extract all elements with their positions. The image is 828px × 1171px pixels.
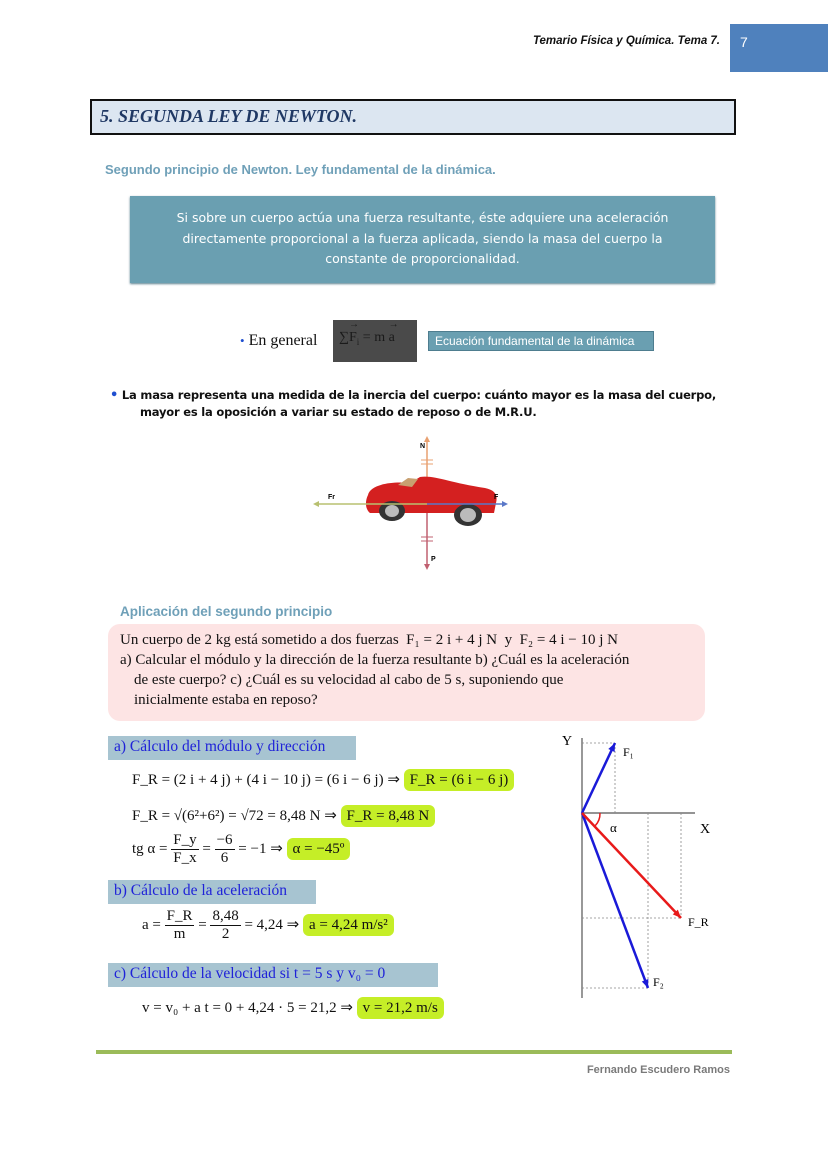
force-vectors xyxy=(582,743,681,988)
page-number: 7 xyxy=(730,24,828,72)
result-resultant-modulus: F_R = 8,48 N xyxy=(341,805,436,827)
bullet-icon: • xyxy=(110,388,119,403)
footer-author: Fernando Escudero Ramos xyxy=(586,1064,730,1076)
force-label: F xyxy=(494,494,499,501)
fr-vector xyxy=(582,813,681,918)
principle-box: Si sobre un cuerpo actúa una fuerza resultante, éste adquiere una aceleración directamente proporcional a la fuerza aplicada, siendo la masa del cuerpo la constante de proporcionalidad. xyxy=(130,196,715,283)
bullet-icon: • xyxy=(240,333,245,348)
result-angle: α = −45º xyxy=(287,838,351,860)
x-axis-label: X xyxy=(700,822,711,837)
angle-label: α xyxy=(610,820,617,835)
solution-a-line3: tg α = $\frac{F\_y}{F\_x}$ = $\frac{-6}{6}$ = −1 ⇒ α = −45º xyxy=(132,832,350,867)
friction-label: Fr xyxy=(328,494,335,501)
solution-c-label: c) Cálculo de la velocidad si t = 5 s y v₀ = 0 xyxy=(108,963,438,987)
section-subtitle: Segundo principio de Newton. Ley fundamental de la dinámica. xyxy=(105,162,496,177)
result-resultant-vector: F_R = (6 i − 6 j) xyxy=(404,769,515,791)
solution-a-label: a) Cálculo del módulo y dirección xyxy=(108,736,356,760)
car-forces-figure xyxy=(310,433,530,573)
problem-line3: de este cuerpo? c) ¿Cuál es su velocidad al cabo de 5 s, suponiendo que xyxy=(134,672,564,688)
mass-note-line2: mayor es la oposición a variar su estado de reposo o de M.R.U. xyxy=(140,405,537,419)
f2-vector xyxy=(582,813,648,988)
formula-index: i xyxy=(356,336,360,347)
sum-symbol: ∑ xyxy=(339,330,349,345)
weight-arrowhead-icon xyxy=(424,564,430,570)
red-car-icon xyxy=(366,477,497,526)
footer-divider xyxy=(96,1050,732,1054)
f2-expression: F₂ = 4 i − 10 j N xyxy=(519,632,619,648)
formula-accel: → a xyxy=(389,330,395,346)
solution-a-line1: F_R = (2 i + 4 j) + (4 i − 10 j) = (6 i − 6 j) ⇒ F_R = (6 i − 6 j) xyxy=(132,770,514,789)
angle-arc xyxy=(595,813,600,826)
result-velocity: v = 21,2 m/s xyxy=(357,997,444,1019)
solution-c-line: v = v₀ + a t = 0 + 4,24 · 5 = 21,2 ⇒ v = 21,2 m/s xyxy=(142,998,444,1017)
solution-b-line: a = $\frac{F\_R}{m}$ = $\frac{8,48}{2}$ = 4,24 ⇒ a = 4,24 m/s² xyxy=(142,908,394,943)
solution-a-line2: F_R = √(6²+6²) = √72 = 8,48 N ⇒ F_R = 8,48 N xyxy=(132,806,435,825)
friction-arrowhead-icon xyxy=(313,501,319,507)
mass-note xyxy=(110,387,730,421)
f1-expression: F₁ = 2 i + 4 j N xyxy=(406,632,498,648)
formula-rhs: = m xyxy=(362,330,386,345)
solution-b-label: b) Cálculo de la aceleración xyxy=(108,880,316,904)
equation-label: Ecuación fundamental de la dinámica xyxy=(428,331,654,351)
problem-line1: Un cuerpo de 2 kg está sometido a dos fuerzas F₁ = 2 i + 4 j N y F₂ = 4 i − 10 j N xyxy=(120,632,619,648)
problem-statement xyxy=(108,624,705,721)
y-axis-label: Y xyxy=(562,734,573,749)
general-statement xyxy=(240,332,317,350)
f1-label: F₁ xyxy=(623,745,634,759)
fundamental-formula xyxy=(333,320,417,362)
running-header-title: Temario Física y Química. Tema 7. xyxy=(532,35,720,47)
general-label: En general xyxy=(248,332,318,349)
fr-label: F_R xyxy=(688,915,709,929)
application-title: Aplicación del segundo principio xyxy=(120,604,333,619)
vector-diagram xyxy=(560,728,735,1003)
normal-arrowhead-icon xyxy=(424,436,430,442)
problem-line4: inicialmente estaba en reposo? xyxy=(134,692,318,708)
problem-line2: a) Calcular el módulo y la dirección de la fuerza resultante b) ¿Cuál es la aceleración xyxy=(120,652,630,668)
applied-arrowhead-icon xyxy=(502,501,508,507)
mass-note-line1: La masa representa una medida de la inercia del cuerpo: cuánto mayor es la masa del cuerpo, xyxy=(121,388,717,402)
weight-label: P xyxy=(431,556,436,563)
result-acceleration: a = 4,24 m/s² xyxy=(303,914,394,936)
section-title: 5. SEGUNDA LEY DE NEWTON. xyxy=(100,106,358,126)
f2-arrowhead-icon xyxy=(642,979,649,988)
formula-force: → F xyxy=(349,330,357,346)
normal-label: N xyxy=(420,443,426,450)
f1-vector xyxy=(582,743,615,813)
f2-label: F₂ xyxy=(653,975,664,989)
